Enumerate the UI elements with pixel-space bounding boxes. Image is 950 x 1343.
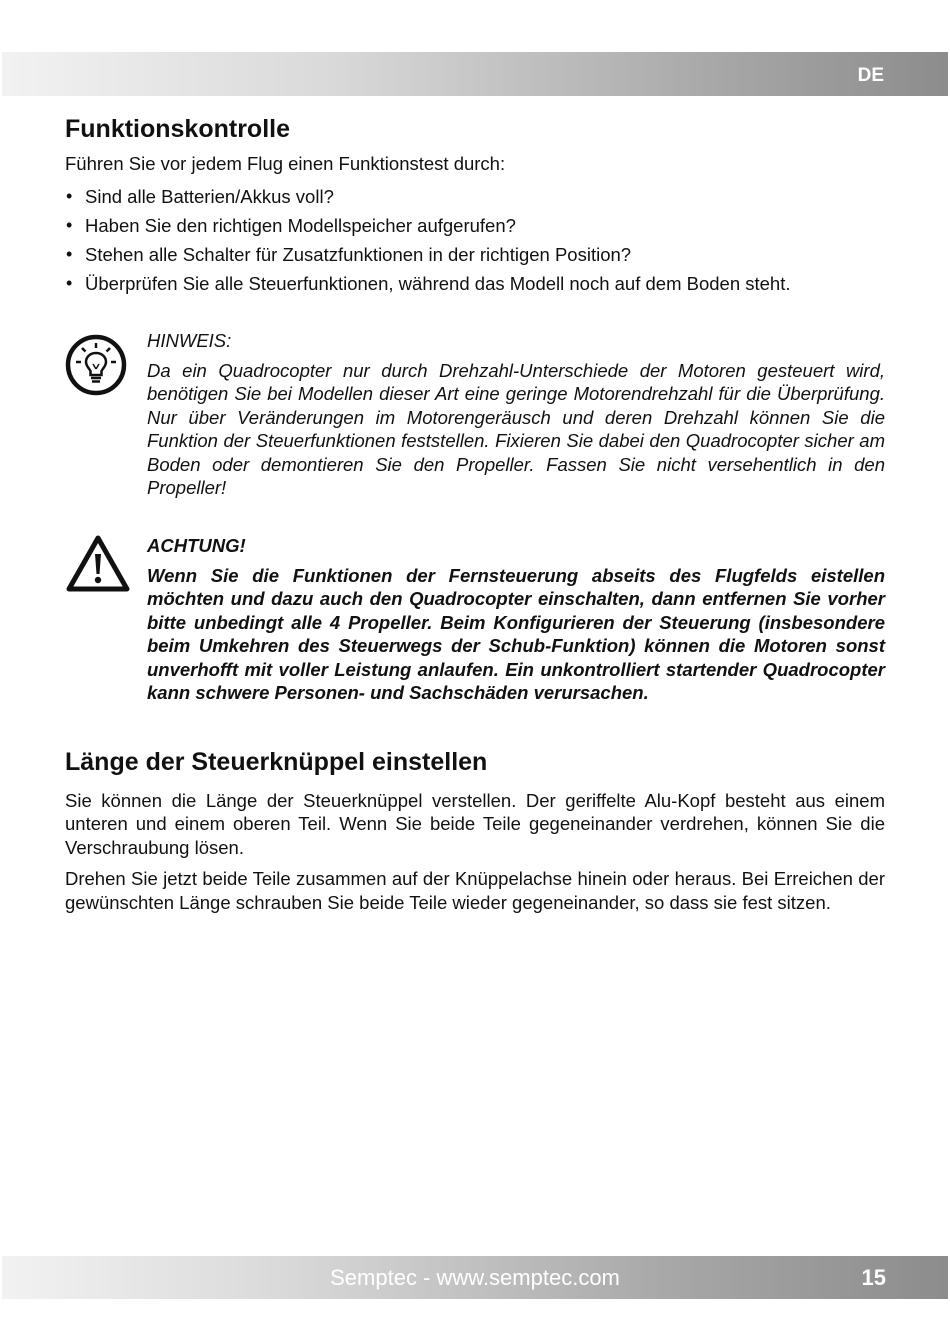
section-title-steuerknueppel: Länge der Steuerknüppel einstellen [65, 747, 488, 776]
section-title-funktionskontrolle: Funktionskontrolle [65, 115, 290, 143]
language-label: DE [857, 65, 884, 86]
lightbulb-icon [65, 334, 127, 401]
warning-title: ACHTUNG! [147, 534, 246, 556]
list-item: • Sind alle Batterien/Akkus voll? [65, 182, 885, 211]
page-number: 15 [861, 1265, 886, 1290]
footer-bar [2, 1256, 948, 1299]
hint-box [65, 329, 885, 500]
warning-text: Wenn Sie die Funktionen der Fernsteuerung abseits des Flugfelds eistellen möchten und dazu auch den Quadrocopter einschalten, dann entfernen Sie vorher bitte unbedingt alle 4 Propeller. Beim Konfigurieren der Steuerung (insbesondere beim Umkehren des Steuerwegs der Schub-Funktion) können die Motoren sonst unverhofft mit voller Leistung anlaufen. Ein unkontrolliert startender Quadrocopter kann schwere Personen- und Sachschäden verursachen. [147, 564, 885, 703]
checklist [65, 182, 885, 298]
hint-body [147, 329, 885, 500]
list-item: • Stehen alle Schalter für Zusatzfunktionen in der richtigen Position? [65, 240, 885, 269]
hint-title: HINWEIS: [147, 329, 232, 351]
list-item: • Überprüfen Sie alle Steuerfunktionen, während das Modell noch auf dem Boden steht. [65, 269, 885, 298]
warning-triangle-icon [65, 534, 131, 599]
paragraph: Sie können die Länge der Steuerknüppel verstellen. Der geriffelte Alu-Kopf besteht aus einem unteren und einem oberen Teil. Wenn Sie beide Teile gegeneinander verdrehen, können Sie die Verschraubung lösen. [65, 789, 885, 858]
intro-text: Führen Sie vor jedem Flug einen Funktionstest durch: [65, 153, 506, 174]
warning-body [147, 534, 885, 705]
paragraph: Drehen Sie jetzt beide Teile zusammen auf der Knüppelachse hinein oder heraus. Bei Erreichen der gewünschten Länge schrauben Sie beide Teile wieder gegeneinander, so dass sie fest sitzen. [65, 868, 885, 913]
list-item: • Haben Sie den richtigen Modellspeicher aufgerufen? [65, 211, 885, 240]
warning-box [65, 534, 885, 705]
footer-website: Semptec - www.semptec.com [330, 1265, 620, 1290]
header-bar [2, 52, 948, 96]
page-content [65, 112, 885, 914]
hint-text: Da ein Quadrocopter nur durch Drehzahl-Unterschiede der Motoren gesteuert wird, benötigen Sie bei Modellen dieser Art eine geringe Motorendrehzahl für die Überprüfung. Nur über Veränderungen im Motorengeräusch und deren Drehzahl können Sie die Funktion der Steuerfunktionen feststellen. Fixieren Sie dabei den Quadrocopter sicher am Boden oder demontieren Sie den Propeller. Fassen Sie nicht versehentlich in den Propeller! [147, 359, 885, 498]
